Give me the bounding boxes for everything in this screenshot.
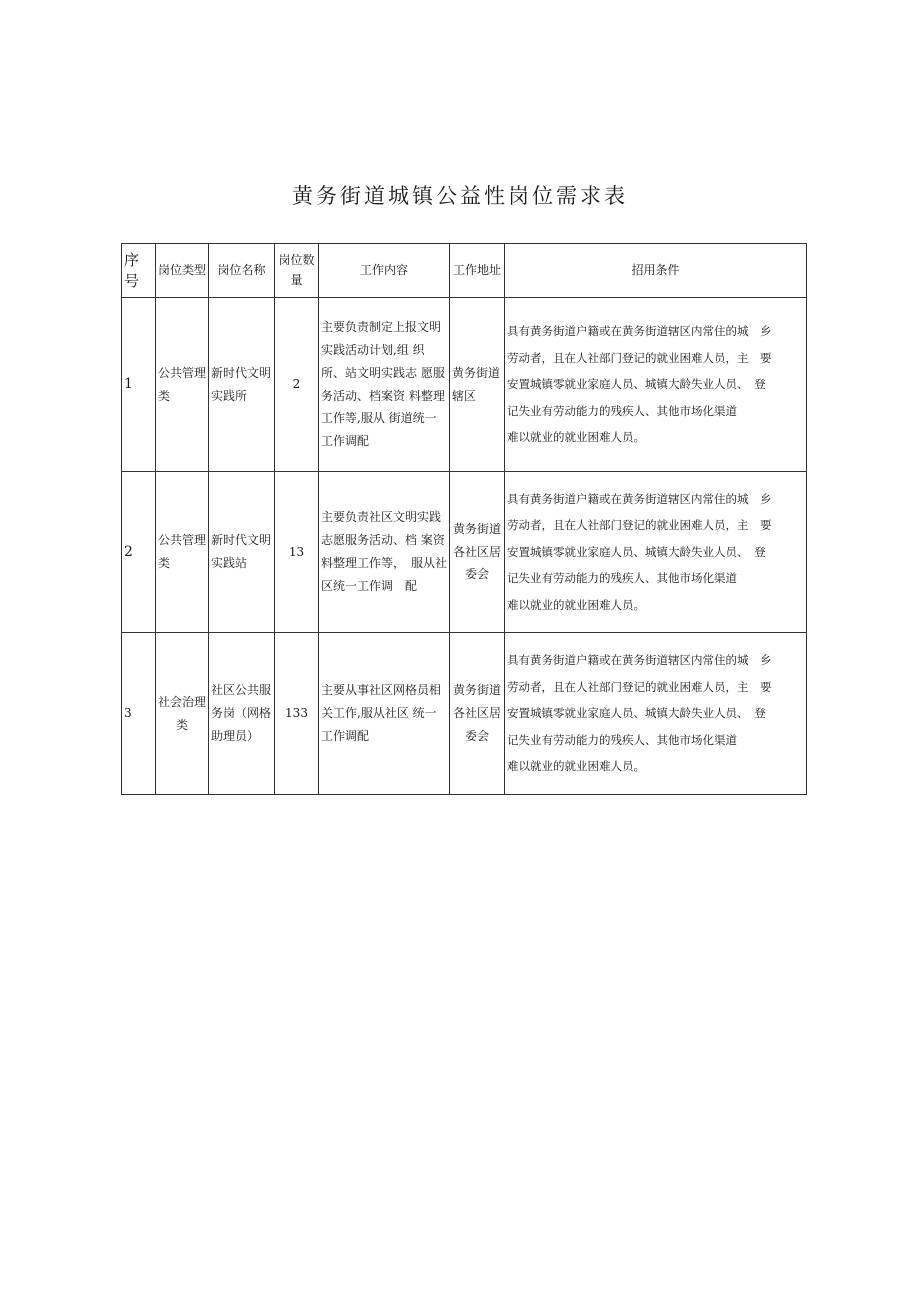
row-count: 13 <box>275 472 319 633</box>
condition-line: 记失业有劳动能力的残疾人、其他市场化渠道 <box>507 571 737 586</box>
row-location: 黄务街道各社区居委会 <box>450 472 505 633</box>
condition-line: 记失业有劳动能力的残疾人、其他市场化渠道 <box>507 732 737 747</box>
row-type: 社会治理类 <box>156 633 209 795</box>
row-content: 主要从事社区网格员相关工作,服从社区 统一工作调配 <box>319 633 450 795</box>
header-conditions: 招用条件 <box>505 244 807 298</box>
row-location: 黄务街道辖区 <box>450 298 505 472</box>
row-name: 社区公共服务岗（网格助理员） <box>209 633 275 795</box>
row-count: 2 <box>275 298 319 472</box>
condition-line: 难以就业的就业困难人员。 <box>507 759 645 774</box>
row-location: 黄务街道各社区居委会 <box>450 633 505 795</box>
table-row <box>122 298 807 472</box>
condition-line: 劳动者，且在人社部门登记的就业困难人员，主 要 <box>507 518 772 533</box>
job-demand-table <box>121 243 807 795</box>
row-name: 新时代文明实践站 <box>209 472 275 633</box>
row-name: 新时代文明实践所 <box>209 298 275 472</box>
condition-line: 具有黄务街道户籍或在黄务街道辖区内常住的城 乡 <box>507 653 772 668</box>
condition-line: 难以就业的就业困难人员。 <box>507 430 645 445</box>
header-seq: 序号 <box>122 244 156 298</box>
condition-line: 具有黄务街道户籍或在黄务街道辖区内常住的城 乡 <box>507 491 772 506</box>
header-content: 工作内容 <box>319 244 450 298</box>
condition-line: 安置城镇零就业家庭人员、城镇大龄失业人员、 登 <box>507 544 766 559</box>
row-content: 主要负责制定上报文明实践活动计划,组 织所、站文明实践志 愿服务活动、档案资 料整理工作等,服从 街道统一工作调配 <box>319 298 450 472</box>
row-conditions <box>505 298 807 472</box>
row-type: 公共管理类 <box>156 298 209 472</box>
condition-line: 劳动者，且在人社部门登记的就业困难人员，主 要 <box>507 679 772 694</box>
row-count: 133 <box>275 633 319 795</box>
condition-line: 难以就业的就业困难人员。 <box>507 597 645 612</box>
condition-line: 安置城镇零就业家庭人员、城镇大龄失业人员、 登 <box>507 377 766 392</box>
condition-line: 记失业有劳动能力的残疾人、其他市场化渠道 <box>507 403 737 418</box>
condition-line: 劳动者，且在人社部门登记的就业困难人员，主 要 <box>507 350 772 365</box>
row-content: 主要负责社区文明实践志愿服务活动、档 案资料整理工作等， 服从社区统一工作调 配 <box>319 472 450 633</box>
row-seq: 3 <box>122 633 156 795</box>
row-type: 公共管理类 <box>156 472 209 633</box>
table-header-row <box>122 244 807 298</box>
condition-line: 安置城镇零就业家庭人员、城镇大龄失业人员、 登 <box>507 706 766 721</box>
row-seq: 2 <box>122 472 156 633</box>
row-conditions <box>505 472 807 633</box>
page-title: 黄务街道城镇公益性岗位需求表 <box>292 184 628 208</box>
condition-line: 具有黄务街道户籍或在黄务街道辖区内常住的城 乡 <box>507 324 772 339</box>
header-type: 岗位类型 <box>156 244 209 298</box>
header-count: 岗位数量 <box>275 244 319 298</box>
row-conditions <box>505 633 807 795</box>
table-row <box>122 472 807 633</box>
header-name: 岗位名称 <box>209 244 275 298</box>
header-location: 工作地址 <box>450 244 505 298</box>
row-seq: 1 <box>122 298 156 472</box>
table-row <box>122 633 807 795</box>
